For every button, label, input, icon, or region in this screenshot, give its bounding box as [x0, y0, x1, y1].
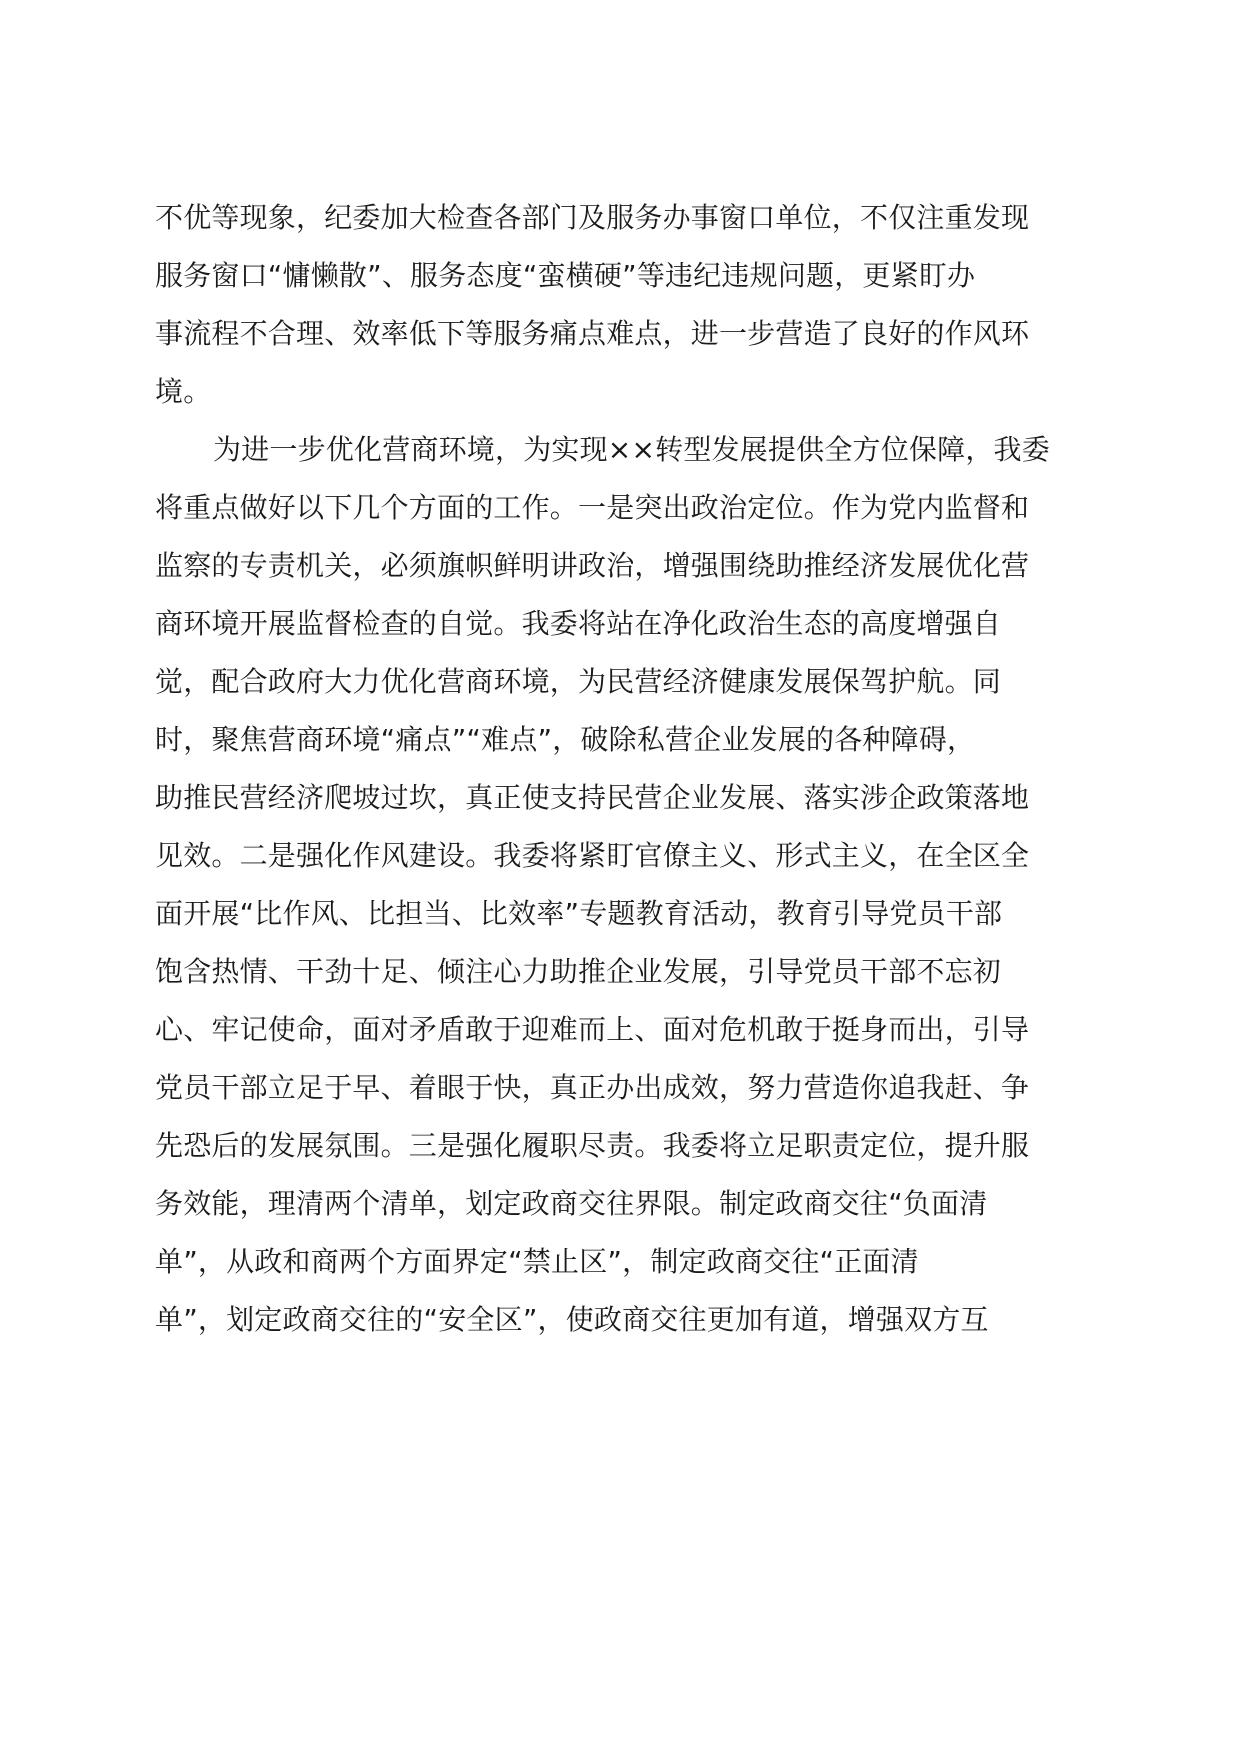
text-line-7: 监察的专责机关，必须旗帜鲜明讲政治，增强围绕助推经济发展优化营	[155, 549, 1030, 582]
text-line-17: 先恐后的发展氛围。三是强化履职尽责。我委将立足职责定位，提升服	[155, 1129, 1030, 1162]
text-line-9: 觉，配合政府大力优化营商环境，为民营经济健康发展保驾护航。同	[155, 665, 1002, 698]
text-line-10: 时，聚焦营商环境“痛点”“难点”，破除私营企业发展的各种障碍，	[155, 723, 976, 756]
text-line-8: 商环境开展监督检查的自觉。我委将站在净化政治生态的高度增强自	[155, 607, 1002, 640]
text-line-4: 境。	[155, 375, 212, 408]
text-line-13: 面开展“比作风、比担当、比效率”专题教育活动，教育引导党员干部	[155, 897, 1003, 930]
text-line-1: 不优等现象，纪委加大检查各部门及服务办事窗口单位，不仅注重发现	[155, 201, 1030, 234]
text-line-20: 单”，划定政商交往的“安全区”，使政商交往更加有道，增强双方互	[155, 1303, 989, 1336]
text-line-11: 助推民营经济爬坡过坎，真正使支持民营企业发展、落实涉企政策落地	[155, 781, 1030, 814]
text-line-12: 见效。二是强化作风建设。我委将紧盯官僚主义、形式主义，在全区全	[155, 839, 1030, 872]
text-line-18: 务效能，理清两个清单，划定政商交往界限。制定政商交往“负面清	[155, 1187, 988, 1220]
text-line-14: 饱含热情、干劲十足、倾注心力助推企业发展，引导党员干部不忘初	[155, 955, 1002, 988]
text-line-19: 单”，从政和商两个方面界定“禁止区”，制定政商交往“正面清	[155, 1245, 919, 1278]
paragraph-start-line: 为进一步优化营商环境，为实现××转型发展提供全方位保障，我委	[213, 433, 1050, 466]
text-line-6: 将重点做好以下几个方面的工作。一是突出政治定位。作为党内监督和	[155, 491, 1030, 524]
text-line-15: 心、牢记使命，面对矛盾敢于迎难而上、面对危机敢于挺身而出，引导	[155, 1013, 1030, 1046]
text-line-16: 党员干部立足于早、着眼于快，真正办出成效，努力营造你追我赶、争	[155, 1071, 1030, 1104]
text-line-3: 事流程不合理、效率低下等服务痛点难点，进一步营造了良好的作风环	[155, 317, 1030, 350]
text-line-2: 服务窗口“慵懒散”、服务态度“蛮横硬”等违纪违规问题，更紧盯办	[155, 259, 976, 292]
